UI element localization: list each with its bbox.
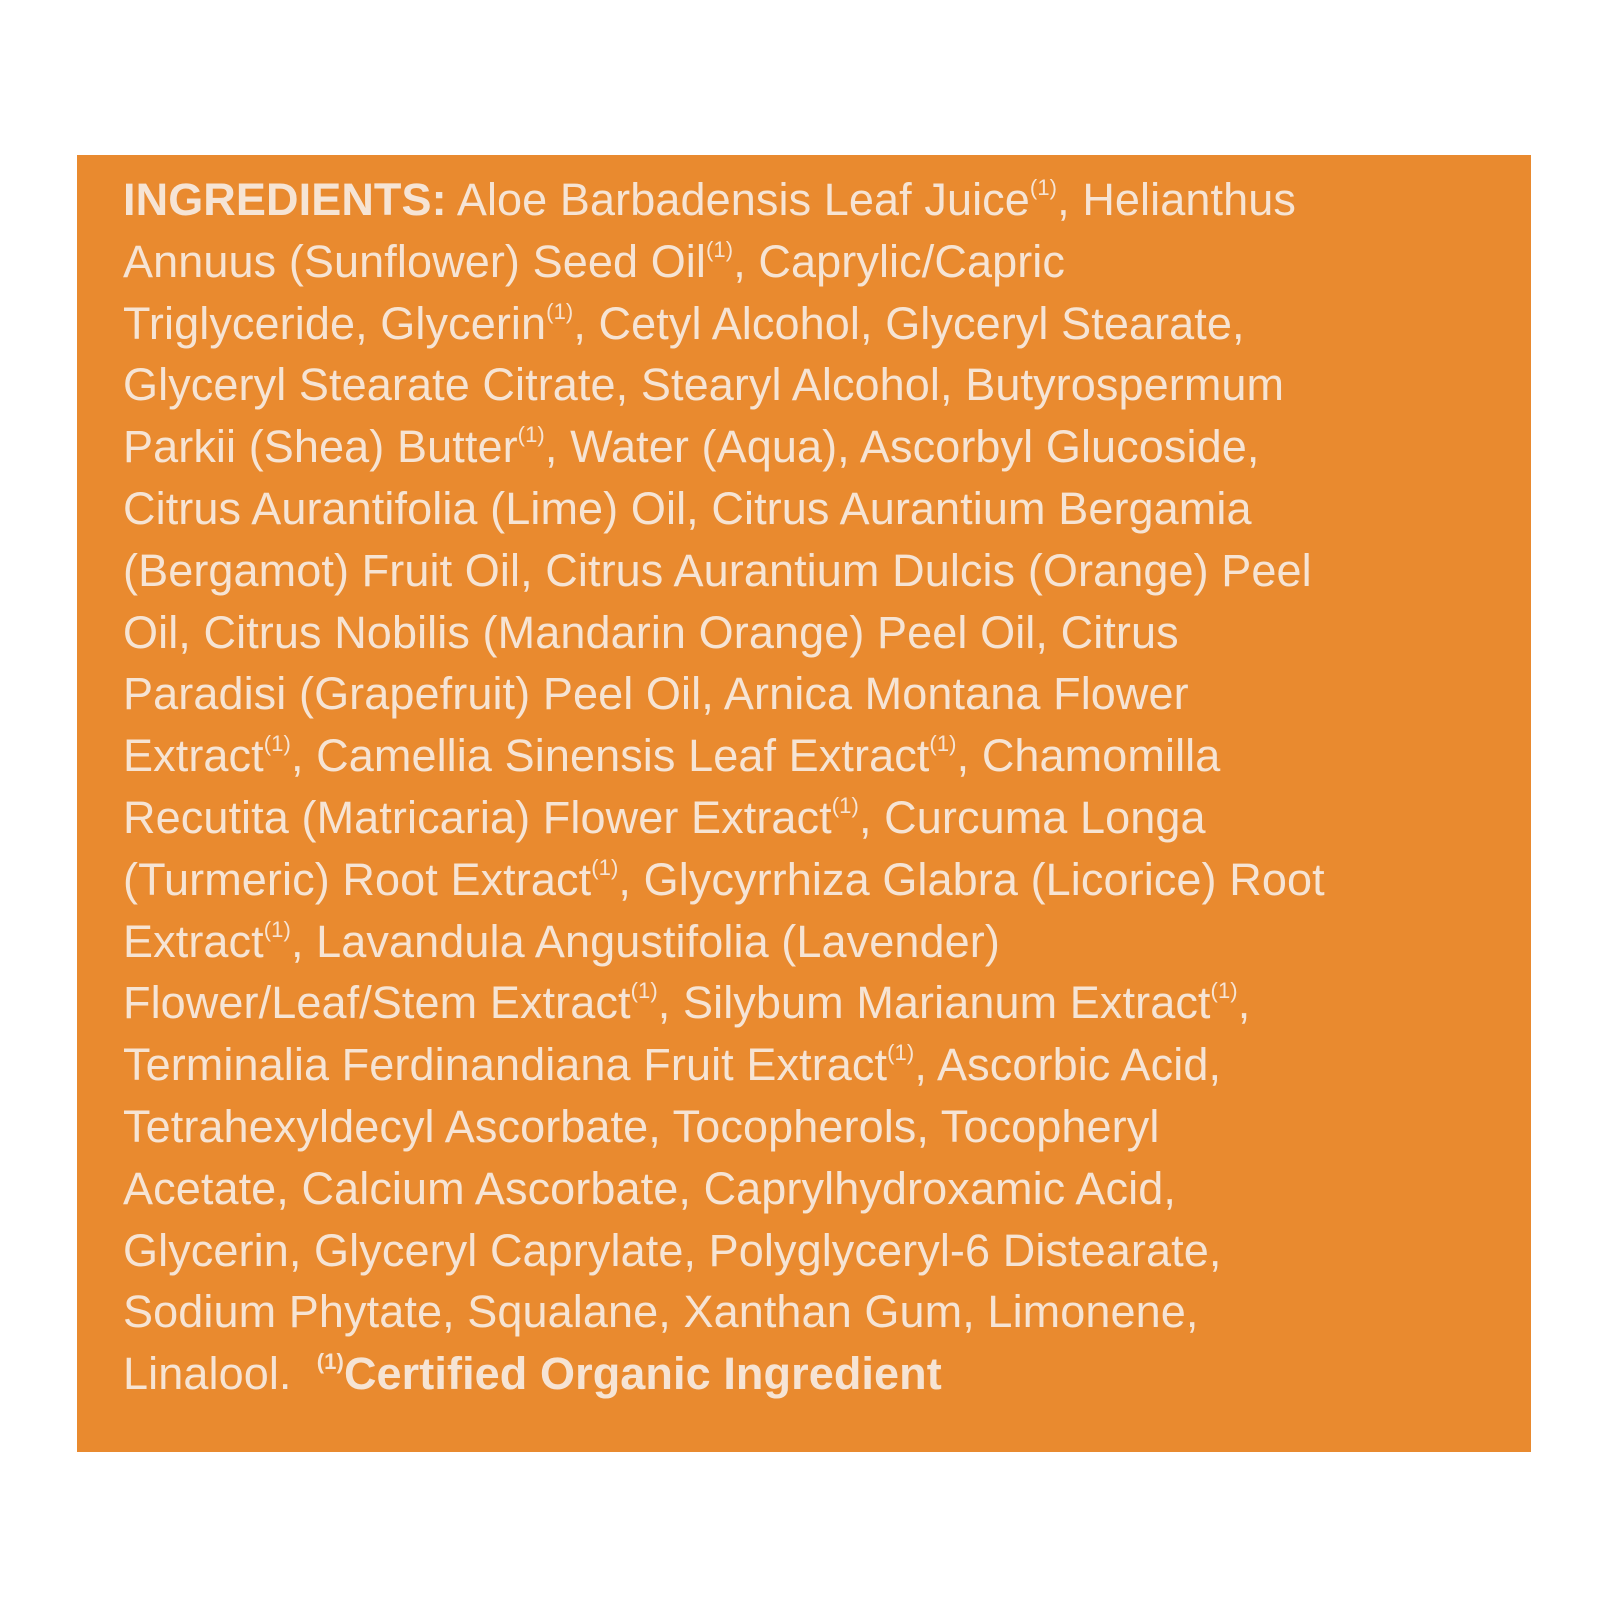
ingredients-line <box>123 231 1523 293</box>
ingredient-text: Glyceryl Stearate Citrate, Stearyl Alcohol, Butyrospermum <box>123 359 1285 411</box>
ingredients-line <box>123 911 1523 973</box>
ingredient-text: Recutita (Matricaria) Flower Extract <box>123 791 832 843</box>
ingredients-panel <box>77 155 1531 1452</box>
ingredient-text: Acetate, Calcium Ascorbate, Caprylhydroxamic Acid, <box>123 1162 1176 1214</box>
ingredient-text: (Turmeric) Root Extract <box>123 853 592 905</box>
ingredient-text: , Caprylic/Capric <box>733 235 1065 287</box>
ingredient-text: Parkii (Shea) Butter <box>123 421 518 473</box>
organic-marker: (1) <box>887 1040 915 1066</box>
ingredient-text: Aloe Barbadensis Leaf Juice <box>446 174 1030 225</box>
ingredients-line <box>123 169 1523 231</box>
ingredient-text: , Water (Aqua), Ascorbyl Glucoside, <box>544 421 1260 473</box>
ingredients-line <box>123 1281 1523 1343</box>
organic-marker: (1) <box>831 792 859 818</box>
ingredient-text: Tetrahexyldecyl Ascorbate, Tocopherols, Tocopheryl <box>123 1100 1160 1152</box>
ingredient-text: Sodium Phytate, Squalane, Xanthan Gum, Limonene, <box>123 1286 1199 1338</box>
ingredient-text: Citrus Aurantifolia (Lime) Oil, Citrus Aurantium Bergamia <box>123 482 1252 534</box>
ingredients-line <box>123 787 1523 849</box>
ingredients-list <box>123 169 1523 1405</box>
organic-marker: (1) <box>706 236 734 262</box>
ingredients-line <box>123 1343 1523 1405</box>
organic-marker: (1) <box>630 978 658 1004</box>
ingredient-text: Extract <box>123 730 264 782</box>
ingredient-text: , Chamomilla <box>956 730 1221 782</box>
ingredients-line <box>123 663 1523 725</box>
ingredients-line <box>123 972 1523 1034</box>
ingredient-text: Extract <box>123 915 264 967</box>
footnote-marker: (1) <box>316 1349 344 1375</box>
ingredient-text: Glycerin, Glyceryl Caprylate, Polyglyceryl-6 Distearate, <box>123 1224 1222 1276</box>
ingredient-text: , <box>1237 977 1251 1029</box>
ingredients-label: INGREDIENTS: <box>123 174 447 225</box>
ingredient-text: Annuus (Sunflower) Seed Oil <box>123 235 706 287</box>
organic-marker: (1) <box>591 854 619 880</box>
ingredient-text: Triglyceride, Glycerin <box>123 297 547 349</box>
ingredient-text: , Curcuma Longa <box>858 791 1206 843</box>
ingredient-text: Oil, Citrus Nobilis (Mandarin Orange) Peel Oil, Citrus <box>123 606 1179 658</box>
organic-marker: (1) <box>263 731 291 757</box>
ingredients-line <box>123 725 1523 787</box>
ingredient-text: Linalool. <box>123 1348 292 1400</box>
organic-marker: (1) <box>517 422 545 448</box>
ingredients-line <box>123 1158 1523 1220</box>
ingredient-text: , Silybum Marianum Extract <box>657 977 1211 1029</box>
footnote-text: Certified Organic Ingredient <box>343 1348 942 1400</box>
ingredients-line <box>123 602 1523 664</box>
ingredients-line <box>123 849 1523 911</box>
ingredients-line <box>123 293 1523 355</box>
ingredients-line <box>123 1096 1523 1158</box>
ingredient-text: , Ascorbic Acid, <box>914 1039 1222 1091</box>
ingredients-line <box>123 540 1523 602</box>
ingredient-text: , Helianthus <box>1057 174 1296 225</box>
organic-marker: (1) <box>1029 175 1058 200</box>
organic-marker: (1) <box>263 916 291 942</box>
ingredient-text: , Camellia Sinensis Leaf Extract <box>290 730 930 782</box>
ingredients-line <box>123 478 1523 540</box>
ingredient-text: (Bergamot) Fruit Oil, Citrus Aurantium Dulcis (Orange) Peel <box>123 544 1312 596</box>
ingredient-text: Terminalia Ferdinandiana Fruit Extract <box>123 1039 888 1091</box>
ingredients-line <box>123 416 1523 478</box>
organic-marker: (1) <box>1210 978 1238 1004</box>
ingredients-line <box>123 1220 1523 1282</box>
ingredient-text: , Lavandula Angustifolia (Lavender) <box>290 915 1000 967</box>
organic-marker: (1) <box>546 298 574 324</box>
organic-marker: (1) <box>929 731 957 757</box>
ingredient-text: Flower/Leaf/Stem Extract <box>123 977 631 1029</box>
ingredient-text: , Cetyl Alcohol, Glyceryl Stearate, <box>573 297 1245 349</box>
ingredient-text: Paradisi (Grapefruit) Peel Oil, Arnica Montana Flower <box>123 668 1189 720</box>
ingredients-line <box>123 354 1523 416</box>
ingredients-line <box>123 1034 1523 1096</box>
ingredient-text: , Glycyrrhiza Glabra (Licorice) Root <box>618 853 1325 905</box>
